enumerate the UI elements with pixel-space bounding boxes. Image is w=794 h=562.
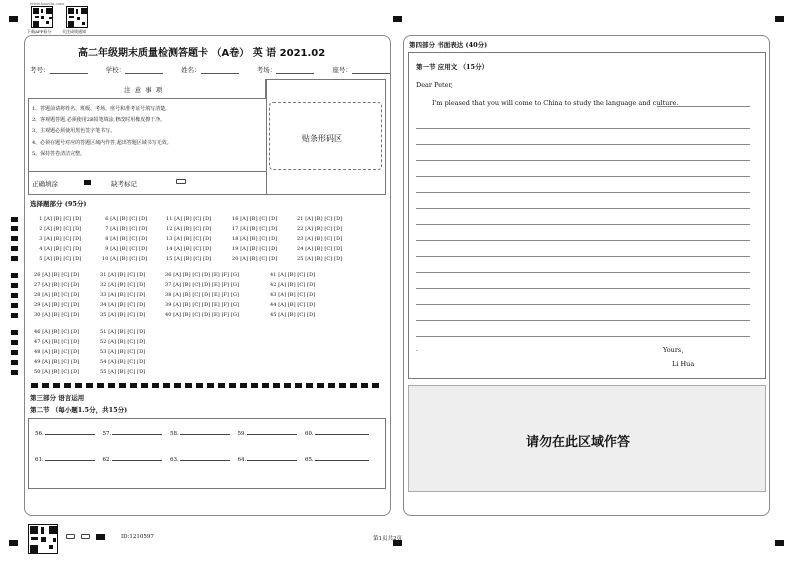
page-title: 高二年级期末质量检测答题卡 （A卷） 英 语 2021.02 bbox=[78, 48, 326, 59]
mc-question-41[interactable]: 41 [A] [B] [C] [D] bbox=[270, 272, 316, 278]
mc-question-3[interactable]: 3 [A] [B] [C] [D] bbox=[36, 235, 82, 242]
exam-no-field[interactable] bbox=[50, 67, 88, 74]
mc-question-2[interactable]: 2 [A] [B] [C] [D] bbox=[36, 225, 82, 232]
timing-mark bbox=[11, 360, 18, 365]
mc-question-49[interactable]: 49 [A] [B] [C] [D] bbox=[34, 358, 80, 365]
writing-line[interactable] bbox=[416, 160, 750, 161]
section4-title: 第四部分 书面表达 (40分) bbox=[409, 41, 488, 49]
timing-mark bbox=[11, 226, 18, 231]
blank-label: 61. bbox=[35, 457, 44, 463]
footer-mark bbox=[96, 534, 105, 540]
barcode-area-label: 贴条形码区 bbox=[302, 134, 342, 143]
notice-item: 5、保持答卷清洁完整。 bbox=[32, 150, 86, 157]
writing-line[interactable] bbox=[416, 128, 750, 129]
mc-question-34[interactable]: 34 [A] [B] [C] [D] bbox=[100, 301, 146, 308]
notice-item: 1、答题前请将姓名、班级、考场、座号和准考证号填写清楚。 bbox=[32, 106, 171, 112]
correct-fill-sample bbox=[84, 180, 91, 185]
blank-input[interactable] bbox=[315, 460, 369, 461]
info-school: 学校： bbox=[105, 66, 126, 74]
blank-input[interactable] bbox=[315, 434, 369, 435]
mc-question-11[interactable]: 11 [A] [B] [C] [D] bbox=[166, 216, 212, 222]
mc-question-55[interactable]: 55 [A] [B] [C] [D] bbox=[100, 368, 146, 375]
mc-question-40[interactable]: 40 [A] [B] [C] [D] [E] [F] [G] bbox=[165, 311, 240, 318]
blank-input[interactable] bbox=[112, 434, 162, 435]
writing-line[interactable] bbox=[416, 256, 750, 257]
mc-question-29[interactable]: 29 [A] [B] [C] [D] bbox=[34, 301, 80, 308]
letter-closing: Yours， bbox=[663, 346, 688, 354]
mc-question-30[interactable]: 30 [A] [B] [C] [D] bbox=[34, 311, 80, 318]
mc-question-36[interactable]: 36 [A] [B] [C] [D] [E] [F] [G] bbox=[165, 272, 240, 278]
letter-greeting: Dear Peter, bbox=[416, 81, 453, 89]
info-row bbox=[30, 65, 390, 74]
writing-line[interactable] bbox=[416, 272, 750, 273]
footer-box-1 bbox=[66, 534, 75, 539]
blank-label: 64. bbox=[237, 457, 247, 463]
absent-mark-label: 缺考标记 bbox=[111, 180, 137, 188]
timing-mark bbox=[11, 350, 18, 355]
mc-question-35[interactable]: 35 [A] [B] [C] [D] bbox=[100, 311, 146, 318]
fill-legend-divider bbox=[28, 171, 266, 172]
mc-question-44[interactable]: 44 [A] [B] [C] [D] bbox=[270, 301, 316, 308]
notice-divider bbox=[266, 79, 267, 195]
mc-question-9[interactable]: 9 [A] [B] [C] [D] bbox=[102, 245, 148, 252]
mc-question-39[interactable]: 39 [A] [B] [C] [D] [E] [F] [G] bbox=[165, 301, 240, 308]
notice-heading: 注 意 事 项 bbox=[124, 86, 164, 94]
mc-question-43[interactable]: 43 [A] [B] [C] [D] bbox=[270, 291, 316, 298]
notice-item: 4、必须在题号对应的答题区域内作答,超出答题区域书写无效。 bbox=[32, 139, 172, 146]
mc-question-12[interactable]: 12 [A] [B] [C] [D] bbox=[166, 225, 212, 232]
blank-row-1 bbox=[35, 431, 375, 437]
timing-mark bbox=[11, 303, 18, 308]
mc-question-53[interactable]: 53 [A] [B] [C] [D] bbox=[100, 348, 146, 355]
mc-question-23[interactable]: 23 [A] [B] [C] [D] bbox=[297, 235, 343, 242]
corner-mark-mid-right bbox=[775, 540, 784, 546]
info-seat: 座号： bbox=[332, 66, 352, 74]
mc-question-15[interactable]: 15 [A] [B] [C] [D] bbox=[166, 255, 212, 262]
blank-input[interactable] bbox=[180, 460, 230, 461]
mc-question-18[interactable]: 18 [A] [B] [C] [D] bbox=[232, 235, 278, 242]
section1-title: 选择题部分 (95分) bbox=[30, 200, 87, 208]
no-answer-label: 请勿在此区域作答 bbox=[526, 435, 631, 450]
timing-mark bbox=[11, 293, 18, 298]
mc-question-37[interactable]: 37 [A] [B] [C] [D] [E] [F] [G] bbox=[165, 281, 240, 288]
mc-question-31[interactable]: 31 [A] [B] [C] [D] bbox=[100, 272, 146, 278]
blank-input[interactable] bbox=[247, 434, 297, 435]
mc-question-32[interactable]: 32 [A] [B] [C] [D] bbox=[100, 281, 146, 288]
writing-line[interactable] bbox=[416, 176, 750, 177]
room-field[interactable] bbox=[276, 67, 314, 74]
mc-question-42[interactable]: 42 [A] [B] [C] [D] bbox=[270, 281, 316, 288]
mc-question-7[interactable]: 7 [A] [B] [C] [D] bbox=[102, 225, 148, 232]
corner-mark-top-left bbox=[9, 16, 18, 22]
qr-code-notice bbox=[66, 6, 88, 28]
footer-id: ID:1210597 bbox=[121, 534, 154, 540]
section3-answer-box bbox=[28, 418, 386, 489]
corner-mark-mid-left bbox=[9, 540, 18, 546]
blank-label: 59. bbox=[237, 431, 247, 437]
letter-opening: I'm pleased that you will come to China to study the language and culture. bbox=[432, 99, 679, 107]
section-divider bbox=[31, 383, 383, 388]
blank-input[interactable] bbox=[112, 460, 162, 461]
blank-input[interactable] bbox=[180, 434, 230, 435]
mc-question-10[interactable]: 10 [A] [B] [C] [D] bbox=[102, 255, 148, 262]
mc-question-19[interactable]: 19 [A] [B] [C] [D] bbox=[232, 245, 278, 252]
mc-question-21[interactable]: 21 [A] [B] [C] [D] bbox=[297, 216, 343, 222]
mc-question-20[interactable]: 20 [A] [B] [C] [D] bbox=[232, 255, 278, 262]
timing-mark bbox=[11, 246, 18, 251]
blank-label: 62. bbox=[102, 457, 112, 463]
timing-mark bbox=[11, 256, 18, 261]
timing-mark bbox=[11, 283, 18, 288]
writing-line[interactable] bbox=[416, 336, 750, 337]
timing-mark bbox=[11, 217, 18, 222]
section3-title: 第三部分 语言运用 bbox=[30, 394, 85, 402]
blank-label: 60. bbox=[305, 431, 314, 437]
section3-subtitle: 第二节 （每小题1.5分，共15分) bbox=[30, 406, 128, 414]
timing-mark bbox=[11, 330, 18, 335]
mc-question-51[interactable]: 51 [A] [B] [C] [D] bbox=[100, 329, 146, 335]
mc-question-48[interactable]: 48 [A] [B] [C] [D] bbox=[34, 348, 80, 355]
correct-fill-label: 正确填涂 bbox=[32, 180, 58, 188]
school-field[interactable] bbox=[125, 67, 163, 74]
absent-mark-box[interactable] bbox=[176, 179, 186, 184]
mc-question-25[interactable]: 25 [A] [B] [C] [D] bbox=[297, 255, 343, 262]
footer-page: 第1页共2页 bbox=[373, 536, 402, 542]
notice-list bbox=[32, 104, 172, 160]
mc-question-4[interactable]: 4 [A] [B] [C] [D] bbox=[36, 245, 82, 252]
writing-line[interactable] bbox=[416, 192, 750, 193]
letter-dot: . bbox=[416, 345, 419, 353]
name-field[interactable] bbox=[201, 67, 239, 74]
mc-question-27[interactable]: 27 [A] [B] [C] [D] bbox=[34, 281, 80, 288]
writing-line[interactable] bbox=[416, 144, 750, 145]
writing-line-first[interactable] bbox=[657, 106, 750, 107]
mc-question-1[interactable]: 1 [A] [B] [C] [D] bbox=[36, 216, 82, 222]
blank-row-2 bbox=[35, 457, 375, 463]
blank-label: 65. bbox=[305, 457, 314, 463]
info-exam-no: 考号： bbox=[30, 66, 50, 74]
qr-code-app bbox=[31, 6, 53, 28]
writing-line[interactable] bbox=[416, 320, 750, 321]
notice-item: 2、客观题答题,必须使用2B铅笔填涂,修改时用橡皮擦干净。 bbox=[32, 117, 166, 124]
mc-question-16[interactable]: 16 [A] [B] [C] [D] bbox=[232, 216, 278, 222]
writing-line[interactable] bbox=[416, 208, 750, 209]
blank-input[interactable] bbox=[45, 460, 95, 461]
info-name: 姓名： bbox=[181, 66, 201, 74]
seat-field[interactable] bbox=[352, 67, 390, 74]
mc-question-33[interactable]: 33 [A] [B] [C] [D] bbox=[100, 291, 146, 298]
site-text: www.kaoshi.com bbox=[30, 1, 64, 6]
mc-question-17[interactable]: 17 [A] [B] [C] [D] bbox=[232, 225, 278, 232]
mc-question-6[interactable]: 6 [A] [B] [C] [D] bbox=[102, 216, 148, 222]
mc-question-52[interactable]: 52 [A] [B] [C] [D] bbox=[100, 338, 146, 345]
writing-line[interactable] bbox=[416, 304, 750, 305]
mc-question-8[interactable]: 8 [A] [B] [C] [D] bbox=[102, 235, 148, 242]
mc-question-24[interactable]: 24 [A] [B] [C] [D] bbox=[297, 245, 343, 252]
top-center-mark bbox=[393, 16, 402, 22]
blank-label: 63. bbox=[170, 457, 179, 463]
blank-label: 56. bbox=[35, 431, 44, 437]
timing-mark bbox=[11, 273, 18, 278]
writing-line[interactable] bbox=[416, 240, 750, 241]
footer-box-2 bbox=[81, 534, 90, 539]
corner-mark-top-right bbox=[775, 16, 784, 22]
mc-question-54[interactable]: 54 [A] [B] [C] [D] bbox=[100, 358, 146, 365]
timing-mark bbox=[11, 236, 18, 241]
qr-caption-app: 下载APP看分 bbox=[27, 29, 52, 34]
blank-label: 57. bbox=[102, 431, 112, 437]
mc-question-50[interactable]: 50 [A] [B] [C] [D] bbox=[34, 368, 80, 375]
timing-mark bbox=[11, 340, 18, 345]
mc-question-13[interactable]: 13 [A] [B] [C] [D] bbox=[166, 235, 212, 242]
blank-input[interactable] bbox=[45, 434, 95, 435]
mc-question-14[interactable]: 14 [A] [B] [C] [D] bbox=[166, 245, 212, 252]
mc-question-26[interactable]: 26 [A] [B] [C] [D] bbox=[34, 272, 80, 278]
mc-question-46[interactable]: 46 [A] [B] [C] [D] bbox=[34, 329, 80, 335]
mc-question-38[interactable]: 38 [A] [B] [C] [D] [E] [F] [G] bbox=[165, 291, 240, 298]
notice-item: 3、主观题必须使用黑色签字笔书写。 bbox=[32, 128, 116, 135]
mc-question-5[interactable]: 5 [A] [B] [C] [D] bbox=[36, 255, 82, 262]
timing-mark bbox=[11, 313, 18, 318]
section4-subtitle: 第一节 应用文 （15分） bbox=[416, 63, 489, 71]
letter-signature: Li Hua bbox=[672, 360, 695, 368]
blank-input[interactable] bbox=[247, 460, 297, 461]
mc-question-28[interactable]: 28 [A] [B] [C] [D] bbox=[34, 291, 80, 298]
footer-qr-code bbox=[28, 524, 58, 554]
writing-line[interactable] bbox=[416, 224, 750, 225]
timing-mark bbox=[11, 370, 18, 375]
info-room: 考场： bbox=[256, 66, 277, 74]
blank-label: 58. bbox=[170, 431, 179, 437]
qr-caption-notice: 关注成绩通知 bbox=[62, 29, 86, 34]
mc-question-45[interactable]: 45 [A] [B] [C] [D] bbox=[270, 311, 316, 318]
writing-line[interactable] bbox=[416, 288, 750, 289]
mc-question-47[interactable]: 47 [A] [B] [C] [D] bbox=[34, 338, 80, 345]
mc-question-22[interactable]: 22 [A] [B] [C] [D] bbox=[297, 225, 343, 232]
